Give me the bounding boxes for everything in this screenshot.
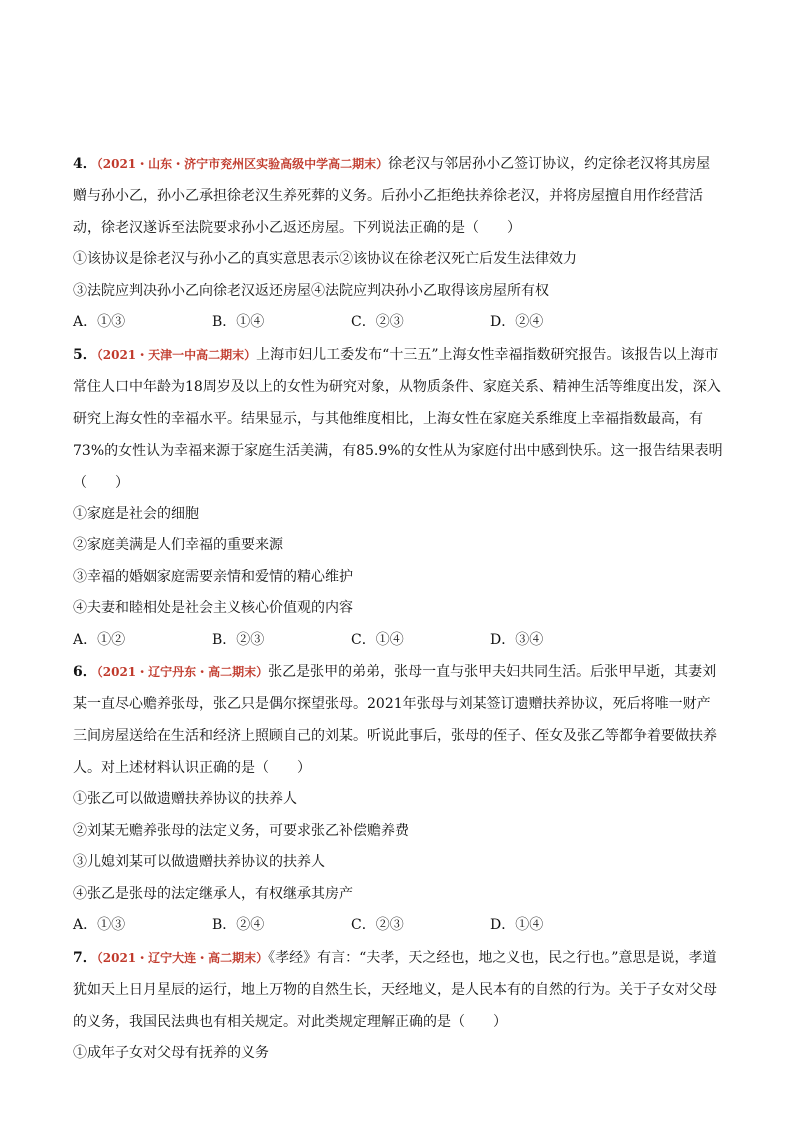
question-number: 5． (73, 346, 97, 363)
option-line: ②家庭美满是人们幸福的重要来源 (73, 537, 283, 553)
question-source: （2021・辽宁大连・高二期末） (96, 950, 269, 965)
option-line: ①张乙可以做遗赠扶养协议的扶养人 (73, 791, 297, 807)
option-line: ①家庭是社会的细胞 (73, 505, 199, 522)
choice-b: B．①④ (212, 314, 265, 330)
choice-a: A．①③ (73, 314, 126, 330)
answer-choices (73, 625, 723, 657)
choice-d: D．①④ (490, 917, 544, 933)
question-text: 《孝经》有言：“夫孝，天之经也，地之义也，民之行也。”意思是说，孝道犹如天上日月星辰的运行，地上万物的自然生长，天经地义，是人民本有的自然的行为。关于子女对父母的义务，我国民法典也有相关规定。对此类规定理解正确的是（ ） (73, 949, 717, 1030)
choice-c: C．②③ (351, 314, 404, 330)
question-number: 4． (73, 156, 97, 172)
question-list (73, 148, 723, 1069)
answer-choices (73, 910, 723, 942)
choice-b: B．②④ (212, 917, 265, 933)
question-number: 6． (73, 664, 97, 680)
question-7 (73, 942, 723, 1070)
option-line: ②刘某无赡养张母的法定义务，可要求张乙补偿赡养费 (73, 822, 409, 839)
answer-choices (73, 307, 723, 339)
question-stem (73, 656, 723, 784)
question-text: 上海市妇儿工委发布“十三五”上海女性幸福指数研究报告。该报告以上海市常住人口中年龄为18周岁及以上的女性为研究对象，从物质条件、家庭关系、精神生活等维度出发，深入研究上海女性的幸福水平。结果显示，与其他维度相比，上海女性在家庭关系维度上幸福指数最高，有73%的女性认为幸福来源于家庭生活美满，有85.9%的女性从为家庭付出中感到快乐。这一报告结果表明（ ） (73, 346, 723, 491)
option-line: ①该协议是徐老汉与孙小乙的真实意思表示②该协议在徐老汉死亡后发生法律效力 (73, 251, 577, 267)
option-line: ③法院应判决孙小乙向徐老汉返还房屋④法院应判决孙小乙取得该房屋所有权 (73, 282, 549, 299)
choice-c: C．②③ (351, 917, 404, 933)
question-4 (73, 148, 723, 339)
option-line: ③幸福的婚姻家庭需要亲情和爱情的精心维护 (73, 568, 353, 585)
choice-c: C．①④ (351, 631, 404, 648)
question-stem (73, 339, 723, 499)
question-6 (73, 656, 723, 942)
option-line: ③儿媳刘某可以做遗赠扶养协议的扶养人 (73, 854, 325, 870)
option-line: ④张乙是张母的法定继承人，有权继承其房产 (73, 885, 353, 902)
question-stem (73, 942, 723, 1038)
question-5 (73, 339, 723, 657)
choice-d: D．②④ (490, 314, 544, 330)
question-source: （2021・山东・济宁市兖州区实验高级中学高二期末） (96, 157, 389, 171)
choice-a: A．①② (73, 631, 126, 648)
question-stem (73, 148, 723, 244)
question-source: （2021・天津一中高二期末） (96, 347, 257, 362)
question-source: （2021・辽宁丹东・高二期末） (96, 665, 269, 679)
question-text: 张乙是张甲的弟弟，张母一直与张甲夫妇共同生活。后张甲早逝，其妻刘某一直尽心赡养张母，张乙只是偶尔探望张母。2021年张母与刘某签订遗赠扶养协议，死后将唯一财产三间房屋送给在生活和经济上照顾自己的刘某。听说此事后，张母的侄子、侄女及张乙等都争着要做扶养人。对上述材料认识正确的是（ ） (73, 664, 717, 776)
question-text: 徐老汉与邻居孙小乙签订协议，约定徐老汉将其房屋赠与孙小乙，孙小乙承担徐老汉生养死葬的义务。后孙小乙拒绝扶养徐老汉，并将房屋擅自用作经营活动，徐老汉遂诉至法院要求孙小乙返还房屋。下列说法正确的是（ ） (73, 156, 711, 236)
option-line: ①成年子女对父母有抚养的义务 (73, 1044, 269, 1061)
question-number: 7． (73, 949, 97, 966)
option-line: ④夫妻和睦相处是社会主义核心价值观的内容 (73, 600, 353, 616)
choice-b: B．②③ (212, 631, 265, 648)
choice-a: A．①③ (73, 917, 126, 933)
choice-d: D．③④ (490, 631, 544, 648)
